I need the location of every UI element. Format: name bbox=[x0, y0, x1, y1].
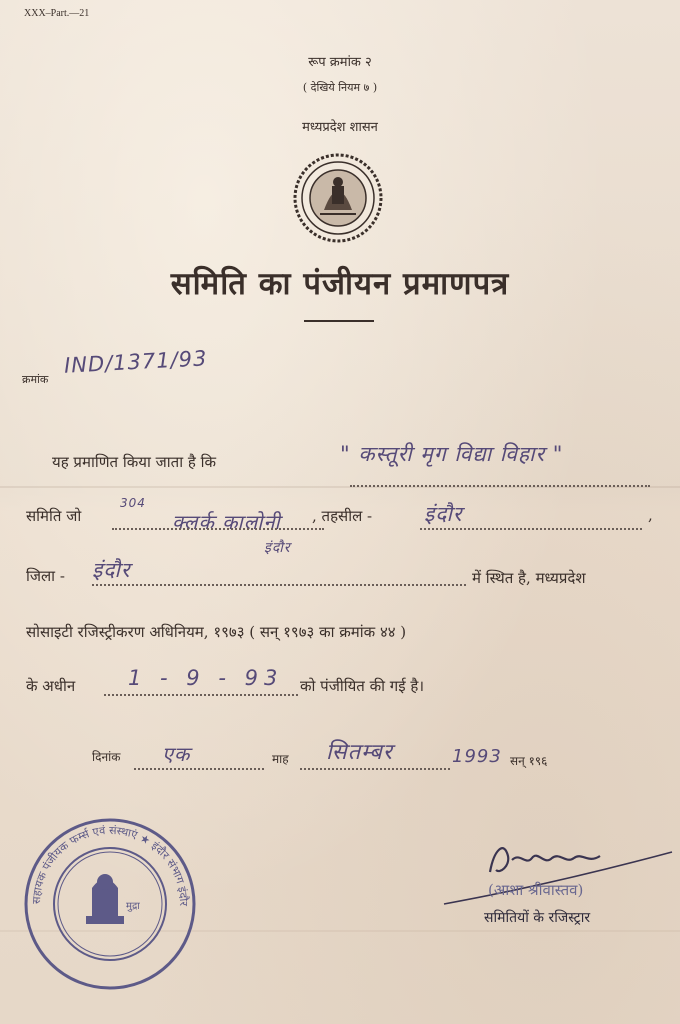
date-day-dotted-line bbox=[134, 768, 264, 770]
title-underline bbox=[304, 320, 374, 322]
signature-scribble-icon bbox=[440, 830, 676, 920]
registration-number: IND/1371/93 bbox=[63, 346, 208, 378]
district-label: जिला - bbox=[26, 567, 65, 585]
comma-mark: , bbox=[648, 506, 653, 524]
address-dotted-line bbox=[112, 528, 324, 530]
seal-ring-text: सहायक पंजीयक फर्म्स एवं संस्थाएं ★ इंदौर संभाग इंदौर bbox=[29, 823, 191, 907]
tehsil-dotted-line bbox=[420, 528, 642, 530]
signatory-name-stamp: (आशा श्रीवास्तव) bbox=[488, 881, 584, 899]
form-number: रूप क्रमांक २ bbox=[308, 55, 372, 70]
certify-text: यह प्रमाणित किया जाता है कि bbox=[52, 453, 216, 471]
corner-code: XXX–Part.—21 bbox=[24, 8, 90, 19]
rule-reference: ( देखिये नियम ७ ) bbox=[302, 81, 378, 94]
date-label: दिनांक bbox=[92, 750, 121, 764]
registered-text: को पंजीयित की गई है। bbox=[300, 677, 425, 695]
tehsil-label: , तहसील - bbox=[312, 507, 373, 525]
society-located-text: समिति जो bbox=[26, 507, 82, 525]
year-label: सन् १९६ bbox=[510, 754, 548, 768]
date-month: सितम्बर bbox=[326, 740, 393, 765]
district-value: इंदौर bbox=[92, 558, 131, 582]
society-name: " कस्तूरी मृग विद्या विहार " bbox=[340, 442, 564, 466]
district-correction-note: इंदौर bbox=[264, 540, 291, 556]
address-text: क्लर्क कालोनी bbox=[172, 510, 281, 534]
district-suffix-text: में स्थित है, मध्यप्रदेश bbox=[472, 569, 586, 587]
act-reference-text: सोसाइटी रजिस्ट्रीकरण अधिनियम, १९७३ ( सन् १९७३ का क्रमांक ४४ ) bbox=[26, 623, 407, 641]
certificate-title: समिति का पंजीयन प्रमाणपत्र bbox=[170, 266, 510, 302]
tehsil-value: इंदौर bbox=[424, 502, 463, 526]
ashoka-emblem-icon bbox=[80, 866, 130, 928]
official-seal bbox=[22, 816, 198, 992]
date-day: एक bbox=[162, 742, 191, 766]
date-month-dotted-line bbox=[300, 768, 450, 770]
registrar-title: समितियों के रजिस्ट्रार bbox=[484, 910, 591, 926]
registration-date: 1 - 9 - 93 bbox=[128, 666, 284, 690]
government-name: मध्यप्रदेश शासन bbox=[302, 120, 378, 135]
seal-center-label: मुद्रा bbox=[126, 901, 140, 912]
society-name-dotted-line bbox=[350, 485, 650, 487]
month-label: माह bbox=[272, 752, 289, 766]
address-number: 304 bbox=[120, 496, 146, 510]
state-emblem-seal-icon bbox=[292, 152, 384, 244]
under-text: के अधीन bbox=[26, 677, 76, 695]
registration-date-dotted-line bbox=[104, 694, 298, 696]
district-dotted-line bbox=[92, 584, 466, 586]
registration-label: क्रमांक bbox=[22, 373, 49, 386]
date-year: 1993 bbox=[452, 746, 502, 767]
